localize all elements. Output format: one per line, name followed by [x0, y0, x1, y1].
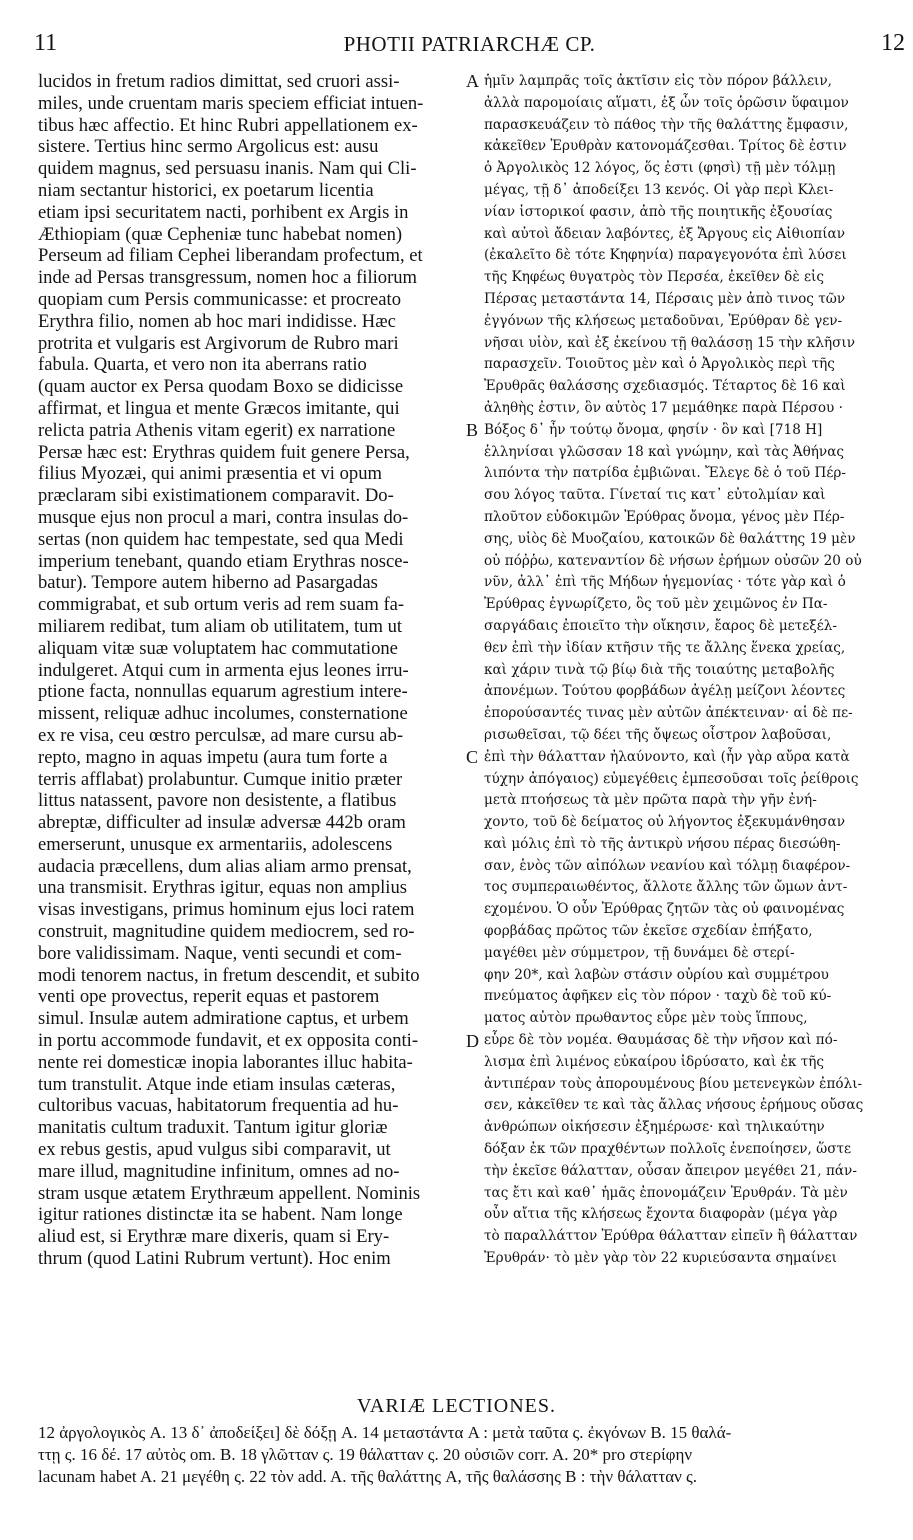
latin-line: indulgeret. Atqui cum in armenta ejus leones irru- [38, 659, 409, 681]
greek-line: ὁ Ἀργολικὸς 12 λόγος, ὅς ἐστι (φησὶ) τῇ μὲν τόλμῃ [484, 160, 836, 177]
latin-line: affirmat, et lingua et mente Græcos imitante, qui [38, 397, 400, 419]
latin-line: filius Myozæi, qui animi præsentia et vi opum [38, 463, 382, 485]
greek-line: μετὰ πτοήσεως τὰ μὲν πρῶτα παρὰ τὴν γῆν ἐνή- [484, 792, 817, 809]
greek-line: τας ἔτι καὶ καθ᾿ ἡμᾶς ἐπονομάζειν Ἐρυθράν. Τὰ μὲν [484, 1184, 848, 1201]
latin-line: simul. Insulæ autem admiratione captus, et urbem [38, 1008, 409, 1030]
variant-line: ττῃ ς. 16 δέ. 17 αὐτὸς om. B. 18 γλῶτταν ς. 19 θάλατταν ς. 20 οὐσιῶν corr. A. 20* pro στερίφην [38, 1444, 693, 1464]
latin-line: ex re visa, ceu œstro perculsæ, ad mare cursu ab- [38, 724, 404, 746]
greek-line: σης, υἱὸς δὲ Μυοζαίου, κατοικῶν δὲ θαλάττης 19 μὲν [484, 530, 856, 547]
greek-line: πλοῦτον εὐδοκιμῶν Ἐρύθρας ὄνομα, γένος μὲν Πέρ- [484, 508, 845, 525]
margin-letter-a: A [466, 71, 479, 91]
latin-line: (quam auctor ex Persa quodam Boxo se didicisse [38, 376, 404, 398]
latin-line: fabula. Quarta, et vero non ita aberrans ratio [38, 354, 367, 376]
latin-line: miles, unde cruentam maris speciem efficiat intuen- [38, 92, 424, 114]
latin-line: sistere. Tertius hinc sermo Argolicus est: ausu [38, 136, 379, 158]
greek-line: εχομένου. Ὁ οὖν Ἐρύθρας ζητῶν τὰς οὐ φαινομένας [484, 901, 845, 918]
latin-line: ptione facta, nonnullas equarum agrestium intere- [38, 681, 408, 703]
latin-line: niam sectantur historici, ex poetarum licentia [38, 179, 374, 201]
latin-line: thrum (quod Latini Rubrum vertunt). Hoc enim [38, 1248, 391, 1270]
latin-line: in portu accommode fundavit, et ex opposita conti- [38, 1030, 419, 1052]
latin-line: tum transtulit. Atque inde etiam insulas cæteras, [38, 1073, 396, 1095]
latin-line: Æthiopiam (quæ Cepheniæ tunc habebat nomen) [38, 223, 403, 245]
greek-line: χοντο, τοῦ δὲ δείματος οὐ λήγοντος ἐξεκυμάνθησαν [484, 814, 845, 831]
greek-line: ρισωθεῖσαι, τῷ δέει τῆς ὄψεως οἶστρον λαβοῦσαι, [484, 726, 832, 743]
latin-line: inde ad Persas transgressum, nomen hoc a filiorum [38, 267, 418, 289]
page-header [34, 30, 905, 64]
greek-column [484, 71, 909, 1270]
latin-line: aliud est, si Erythræ mare dixeris, quam si Ery- [38, 1226, 390, 1248]
latin-line: Perseum ad filiam Cephei liberandam profectum, et [38, 245, 423, 267]
greek-line: ἀπονέμων. Τούτου φορβάδων ἀγέλῃ μείζονι λέοντες [484, 683, 846, 700]
greek-line: τῆς Κηφέως θυγατρὸς τὸν Περσέα, ἐκεῖθεν δὲ εἰς [484, 269, 824, 286]
latin-line: bore validissimam. Naque, venti secundi et com- [38, 942, 402, 964]
greek-line: τύχην ἀπόγαιος) εὐμεγέθεις ἐμπεσοῦσαι τοῖς ῥείθροις [484, 770, 859, 787]
greek-line: κἀκεῖθεν Ἐρυθρὰν κατονομάζεσθαι. Τρίτος δὲ ἐστιν [484, 138, 847, 155]
variant-line: lacunam habet A. 21 μεγέθη ς. 22 τὸν add. A. τῆς θαλάττης A, τῆς θαλάσσης B : τὴν θάλατταν ς. [38, 1466, 698, 1486]
greek-line: πνεύματος ἀφῆκεν εἰς τὸν πόρον · ταχὺ δὲ τοῦ κύ- [484, 988, 832, 1005]
greek-line: παρασχεῖν. Τοιοῦτος μὲν καὶ ὁ Ἀργολικὸς περὶ τῆς [484, 356, 835, 373]
latin-line: imperium tenebant, quando etiam Erythras nosce- [38, 550, 409, 572]
greek-line: μαγέθει μὲν σύμμετρον, τῇ δυνάμει δὲ στερί- [484, 944, 795, 961]
latin-line: sertas (non quidem hac tempestate, sed qua Medi [38, 528, 404, 550]
greek-line: θεν ἐπὶ τὴν ἰδίαν κτῆσιν τῆς τε ἄλλης ἕνεκα χρείας, [484, 639, 846, 656]
greek-line: τὴν ἐκεῖσε θάλατταν, οὖσαν ἄπειρον μεγέθει 21, πάν- [484, 1162, 857, 1179]
latin-line: Persæ hæc est: Erythras quidem fuit genere Persa, [38, 441, 410, 463]
greek-line: καὶ αὐτοὶ ἄδειαν λαβόντες, ἐξ Ἄργους εἰς Αἰθιοπίαν [484, 225, 845, 242]
latin-line: missent, reliquæ adhuc incolumes, consternatione [38, 703, 408, 725]
latin-line: terris afflabat) prolabuntur. Cumque initio præter [38, 768, 403, 790]
latin-line: audacia præcellens, dum alias aliam armo prensat, [38, 855, 412, 877]
latin-line: venti ope provectus, reperit equas et pastorem [38, 986, 380, 1008]
greek-line: τὸ παραλλάττον Ἐρύθρα θάλατταν εἰπεῖν ἢ θάλατταν [484, 1228, 858, 1245]
greek-line: φορβάδας πρῶτος τῶν ἐκεῖσε σχεδίαν ἐπήξατο, [484, 923, 813, 940]
latin-line: construit, magnitudine quidem mediocrem, sed ro- [38, 921, 415, 943]
latin-line: quopiam cum Persis communicasse: et procreato [38, 288, 401, 310]
greek-line: σου λόγος ταῦτα. Γίνεταί τις κατ᾿ εὐτολμίαν καὶ [484, 487, 826, 504]
greek-line: ἐπὶ τὴν θάλατταν ἠλαύνοντο, καὶ (ἦν γὰρ αὔρα κατὰ [484, 748, 850, 765]
greek-line: οὐ πόῤῥω, κατεναντίον δὲ νήσων ἐρήμων οὐσῶν 20 οὐ [484, 552, 862, 569]
greek-line: (ἐκαλεῖτο δὲ τότε Κηφηνία) παραγεγονότα ἐπὶ λύσει [484, 247, 847, 264]
running-title: PHOTII PATRIARCHÆ CP. [343, 32, 596, 56]
greek-line: ἐγγόνων τῆς κλήσεως μεταδοῦναι, Ἐρύθραν δὲ γεν- [484, 312, 843, 329]
greek-line: ἀλλὰ παρομοίαις αἵματι, ἐξ ὧν τοῖς ὁρῶσιν ὕφαιμον [484, 94, 849, 111]
greek-line: σαργάδαις ἐποιεῖτο τὴν οἴκησιν, ἔαρος δὲ μετεξέλ- [484, 617, 838, 634]
variae-lectiones [38, 1422, 908, 1487]
greek-line: καὶ χάριν τινὰ τῷ βίῳ διὰ τῆς τοιαύτης μεταβολῆς [484, 661, 835, 678]
greek-line: ἀληθὴς ἐστιν, ὃν αὐτὸς 17 μεμάθηκε παρὰ Πέρσου · [484, 399, 843, 416]
latin-line: abreptæ, difficulter ad insulæ adversæ 442b oram [38, 812, 406, 834]
latin-line: igitur rationes distinctæ ita se habent. Nam longe [38, 1204, 403, 1226]
latin-line: littus natassent, pavore non desistente, a flatibus [38, 790, 397, 812]
variant-line: 12 ἀργολογικὸς A. 13 δ᾿ ἀποδείξει] δὲ δόξῃ A. 14 μεταστάντα A : μετὰ ταῦτα ς. ἐκγόνων B. 15 θαλά- [38, 1423, 732, 1442]
greek-line: λιπόντα τὴν πατρίδα ἐμβιῶναι. Ἔλεγε δὲ ὁ τοῦ Πέρ- [484, 465, 846, 482]
greek-line: μέγας, τῇ δ᾿ ἀποδείξει 13 κενός. Οἱ γὰρ περὶ Κλει- [484, 181, 834, 198]
latin-line: aliquam vitæ suæ voluptatem hac commutatione [38, 637, 398, 659]
greek-line: ἡμῖν λαμπρᾶς τοῖς ἀκτῖσιν εἰς τὸν πόρον βάλλειν, [484, 73, 832, 89]
page-number-right: 12 [881, 30, 905, 56]
latin-line: quidem magnus, sed persuasu inanis. Nam qui Cli- [38, 158, 417, 180]
greek-line: Πέρσας μεταστάντα 14, Πέρσαις μὲν ἀπὸ τινος τῶν [484, 290, 846, 307]
latin-line: etiam ipsi securitatem nacti, porhibent ex Argis in [38, 201, 409, 223]
latin-line: visas investigans, primus hominum ejus loci ratem [38, 899, 415, 921]
greek-line: Ἐρυθρᾶς θαλάσσης σχεδιασμός. Τέταρτος δὲ 16 καὶ [484, 378, 846, 395]
latin-line: commigrabat, et sub ortum veris ad rem suam fa- [38, 594, 405, 616]
greek-line: παρασκευάζειν τὸ πάθος τὴν τῆς θαλάττης ἔμφασιν, [484, 116, 849, 133]
greek-line: Ἐρύθρας ἐγνωρίζετο, ὃς τοῦ μὲν χειμῶνος ἐν Πα- [484, 596, 828, 613]
greek-line: Ἐρυθράν· τὸ μὲν γὰρ τὸν 22 κυριεύσαντα σημαίνει [484, 1250, 837, 1267]
greek-line: λισμα ἐπὶ λιμένος εὐκαίρου ἱδρύσατο, καὶ ἐκ τῆς [484, 1053, 825, 1070]
latin-line: manitatis cultum traduxit. Tantum igitur gloriæ [38, 1117, 388, 1139]
latin-line: nente rei domesticæ inopia laborantes illuc habita- [38, 1051, 413, 1073]
greek-line: ἑλληνίσαι γλῶσσαν 18 καὶ γνώμην, καὶ τὰς Ἀθήνας [484, 443, 844, 460]
latin-line: lucidos in fretum radios dimittat, sed cruori assi- [38, 71, 400, 92]
greek-line: δόξαν ἐκ τῶν πραχθέντων πολλοῖς ἐνεποίησεν, ὥστε [484, 1141, 852, 1158]
variae-heading: VARIÆ LECTIONES. [357, 1395, 556, 1417]
greek-line: Βόξος δ᾿ ἦν τούτῳ ὄνομα, φησίν · ὃν καὶ [718 H] [484, 421, 823, 438]
page-number-left: 11 [34, 30, 58, 56]
latin-line: stram usque ætatem Erythræum appellent. Nominis [38, 1182, 421, 1204]
latin-line: cultoribus vacuas, habitatorum frequentia ad hu- [38, 1095, 399, 1117]
latin-line: relicta patria Athenis vitam egerit) ex narratione [38, 419, 396, 441]
latin-line: modi tenorem nactus, in fretum descendit, et subito [38, 964, 420, 986]
latin-line: Erythra filio, nomen ab hoc mari indidisse. Hæc [38, 310, 396, 332]
greek-line: φην 20*, καὶ λαβὼν στάσιν οὐρίου καὶ συμμέτρου [484, 966, 829, 983]
latin-line: ex rebus gestis, apud vulgus sibi comparavit, ut [38, 1139, 391, 1161]
latin-line: præclaram sibi existimationem comparavit. Do- [38, 485, 394, 507]
latin-line: repto, magno in aquas impetu (aura tum forte a [38, 746, 388, 768]
latin-column [38, 71, 462, 1270]
greek-line: οὖν αἴτια τῆς κλήσεως ἔχοντα διαφορὰν (μέγα γὰρ [484, 1206, 838, 1223]
greek-line: νῦν, ἀλλ᾿ ἐπὶ τῆς Μήδων ἡγεμονίας · τότε γὰρ καὶ ὁ [484, 574, 846, 591]
greek-line: τος συμπεραιωθέντος, ἄλλοτε ἄλλης τῶν ὤμων ἀντ- [484, 879, 848, 896]
margin-letter-b: B [466, 420, 479, 440]
greek-line: εὗρε δὲ τὸν νομέα. Θαυμάσας δὲ τὴν νῆσον καὶ πό- [484, 1032, 838, 1049]
greek-line: ἀνθρώπων οἰκήσεσιν ἐξημέρωσε· καὶ τηλικαύτην [484, 1119, 825, 1136]
latin-line: protrita et vulgaris est Argivorum de Rubro mari [38, 332, 399, 354]
greek-line: ἀντιπέραν τοὺς ἀπορουμένους βίου μετενεγκὼν ἐπόλι- [484, 1075, 863, 1092]
margin-letter-d: D [466, 1031, 479, 1051]
latin-line: tibus hæc affectio. Et hinc Rubri appellationem ex- [38, 114, 418, 136]
latin-line: una transmisit. Erythras igitur, equas non amplius [38, 877, 408, 899]
latin-line: emerserunt, unusque ex armentariis, adolescens [38, 833, 393, 855]
greek-line: καὶ μόλις ἐπὶ τὸ τῆς ἀντικρὺ νήσου πέρας διεσώθη- [484, 835, 841, 852]
greek-line: νῆσαι υἱὸν, καὶ ἐξ ἐκείνου τῇ θαλάσσῃ 15 τὴν κλῆσιν [484, 334, 855, 351]
greek-line: σαν, ἑνὸς τῶν αἰπόλων νεανίου καὶ τόλμῃ διαφέρον- [484, 857, 851, 874]
latin-line: mare illud, magnitudine infinitum, omnes ad no- [38, 1160, 400, 1182]
greek-line: νίαν ἱστορικοί φασιν, ἀπὸ τῆς ποιητικῆς ἐξουσίας [484, 203, 833, 220]
margin-letter-c: C [466, 747, 479, 767]
latin-line: miliarem redibat, tum aliam ob utilitatem, tum ut [38, 615, 403, 637]
greek-line: σεν, κἀκεῖθεν τε καὶ τὰς ἄλλας νήσους ἐρήμους οὔσας [484, 1097, 864, 1114]
latin-line: musque ejus non procul a mari, contra insulas do- [38, 506, 409, 528]
latin-line: batur). Tempore autem hiberno ad Pasargadas [38, 572, 378, 594]
greek-line: ἐπορούσαντές τινας μὲν αὐτῶν ἀπέκτειναν· αἱ δὲ πε- [484, 705, 853, 722]
greek-line: ματος αὐτὸν πρωθαντος εὗρε μὲν τοὺς ἵππους, [484, 1010, 808, 1027]
